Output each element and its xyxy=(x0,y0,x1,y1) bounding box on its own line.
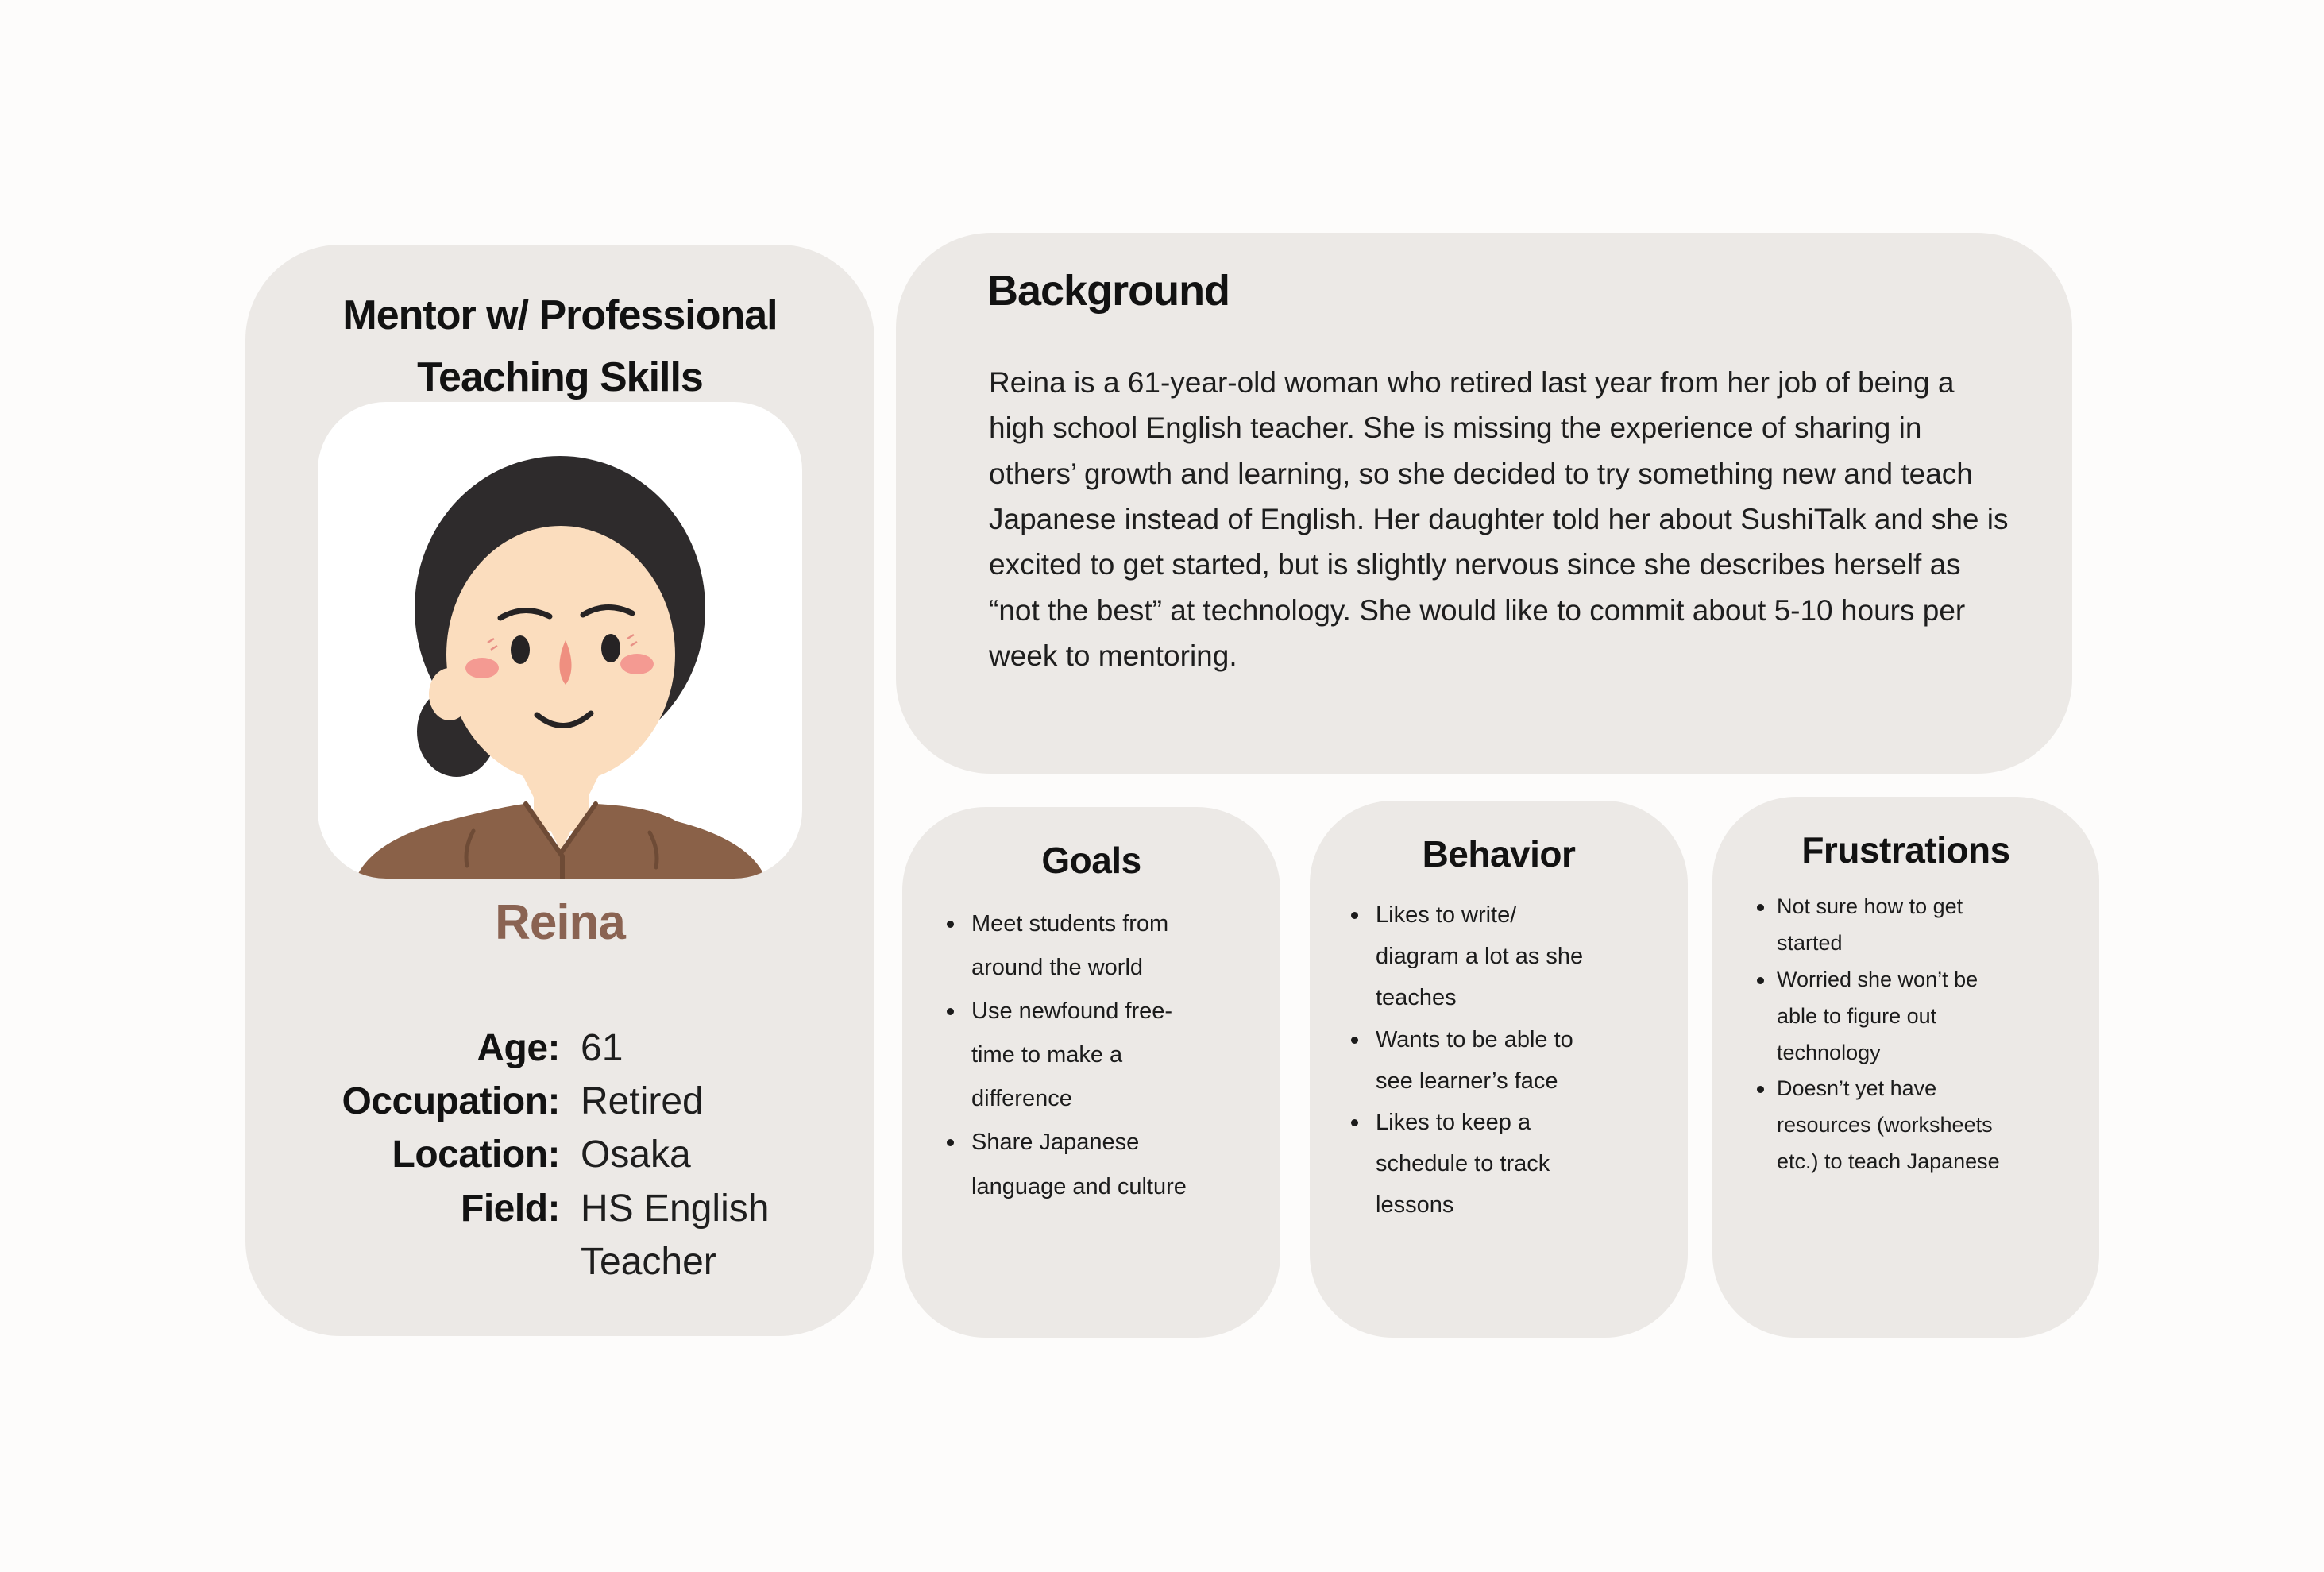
behavior-item: Likes to keep a schedule to track lessons xyxy=(1349,1102,1598,1226)
background-body: Reina is a 61-year-old woman who retired last year from her job of being a high school English teacher. She is missing the experience of sharing in others’ growth and learning, so she decided to try something new and teach Japanese instead of English. Her daughter told her about SushiTalk and she is excited to get started, but is slightly nervous since she describes herself as “not the best” at technology. She would like to commit about 5-10 hours per week to mentoring. xyxy=(989,366,2009,673)
goals-item: Use newfound free-time to make a difference xyxy=(945,990,1198,1121)
avatar-frame xyxy=(318,402,802,879)
behavior-card xyxy=(1310,801,1688,1338)
blush-left xyxy=(465,658,499,678)
detail-value-field: HS English Teacher xyxy=(581,1187,770,1283)
frustrations-card xyxy=(1712,797,2099,1338)
goals-list xyxy=(945,902,1198,1209)
background-card xyxy=(896,233,2072,774)
persona-details xyxy=(293,1022,832,1288)
detail-label-location: Location: xyxy=(392,1134,560,1176)
goals-item: Share Japanese language and culture xyxy=(945,1121,1198,1208)
behavior-list xyxy=(1349,894,1598,1226)
goals-card xyxy=(902,807,1280,1338)
detail-label-field: Field: xyxy=(461,1187,560,1230)
frustrations-list xyxy=(1755,889,2007,1180)
detail-value-location: Osaka xyxy=(581,1134,691,1176)
behavior-item: Likes to write/ diagram a lot as she teaches xyxy=(1349,894,1598,1019)
profile-title: Mentor w/ Professional Teaching Skills xyxy=(342,292,778,400)
persona-avatar-illustration xyxy=(318,402,802,879)
frustrations-item: Doesn’t yet have resources (worksheets etc.) to teach Japanese xyxy=(1755,1071,2007,1180)
frustrations-title: Frustrations xyxy=(1801,829,2010,871)
behavior-item: Wants to be able to see learner’s face xyxy=(1349,1019,1598,1102)
eye-right xyxy=(601,634,620,662)
blush-right xyxy=(620,654,654,674)
detail-label-age: Age: xyxy=(477,1027,560,1069)
goals-item: Meet students from around the world xyxy=(945,902,1198,990)
frustrations-item: Not sure how to get started xyxy=(1755,889,2007,962)
profile-card xyxy=(245,245,874,1336)
goals-title: Goals xyxy=(1041,840,1141,881)
detail-value-occupation: Retired xyxy=(581,1080,704,1123)
detail-label-occupation: Occupation: xyxy=(342,1080,560,1123)
background-title: Background xyxy=(987,267,1230,315)
persona-name: Reina xyxy=(495,895,625,950)
detail-value-age: 61 xyxy=(581,1027,623,1069)
eye-left xyxy=(511,635,530,664)
frustrations-item: Worried she won’t be able to figure out technology xyxy=(1755,962,2007,1072)
behavior-title: Behavior xyxy=(1422,833,1576,875)
